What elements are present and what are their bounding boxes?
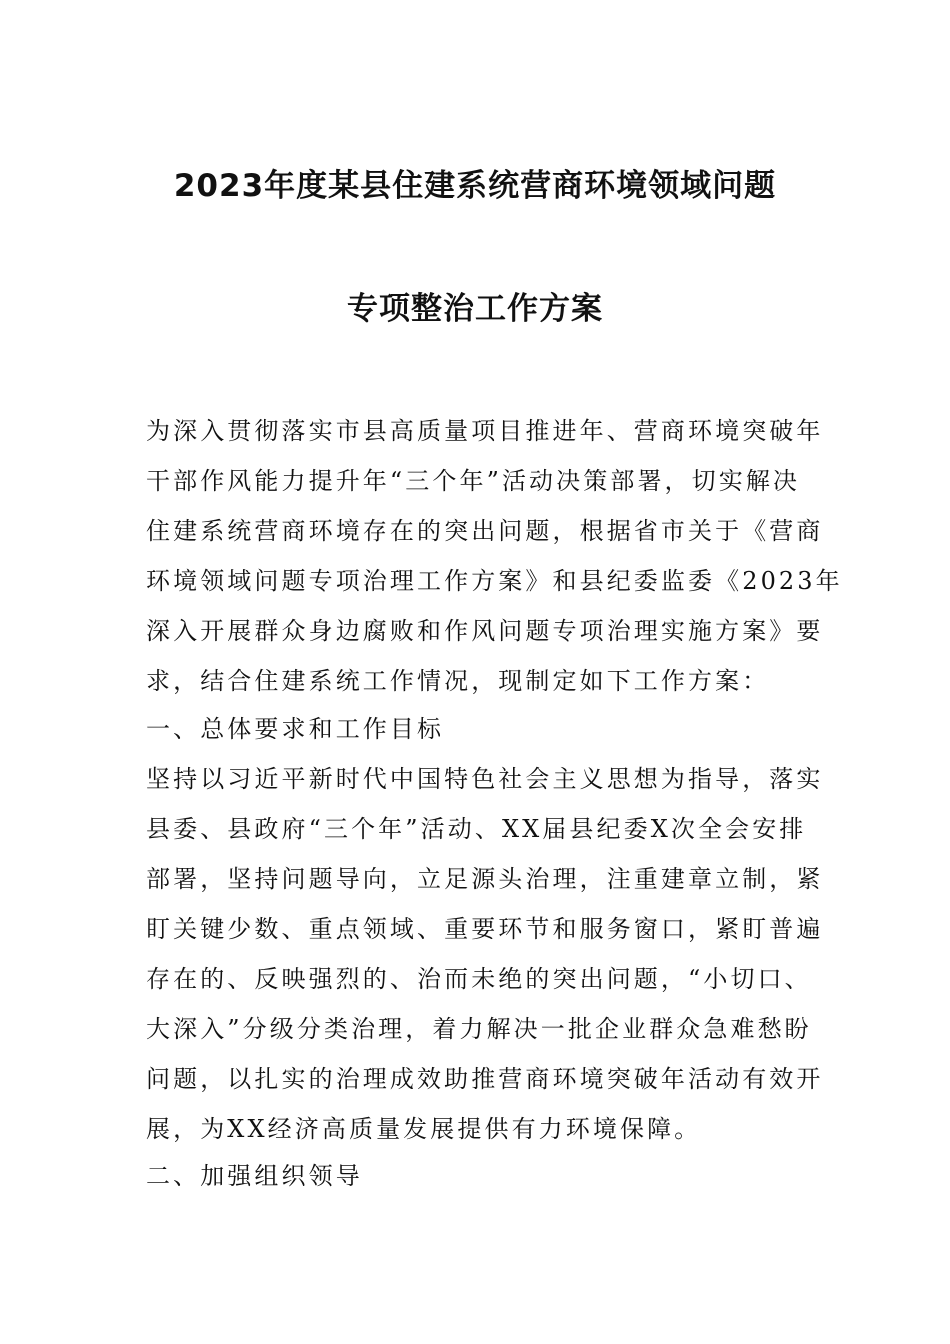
intro-line: 干部作风能力提升年“三个年”活动决策部署，切实解决 xyxy=(146,467,801,495)
section-1-line: 问题，以扎实的治理成效助推营商环境突破年活动有效开 xyxy=(146,1065,824,1093)
section-1-line: 坚持以习近平新时代中国特色社会主义思想为指导，落实 xyxy=(146,765,824,793)
intro-line: 深入开展群众身边腐败和作风问题专项治理实施方案》要 xyxy=(146,617,824,645)
intro-line: 环境领域问题专项治理工作方案》和县纪委监委《2023年 xyxy=(146,567,843,595)
section-heading-2: 二、加强组织领导 xyxy=(146,1162,363,1190)
intro-line: 住建系统营商环境存在的突出问题，根据省市关于《营商 xyxy=(146,517,824,545)
section-1-line: 部署，坚持问题导向，立足源头治理，注重建章立制，紧 xyxy=(146,865,824,893)
document-title-line-2: 专项整治工作方案 xyxy=(347,291,603,327)
section-1-line: 县委、县政府“三个年”活动、XX届县纪委X次全会安排 xyxy=(146,815,807,843)
intro-paragraph xyxy=(146,406,843,706)
section-1-line: 展，为XX经济高质量发展提供有力环境保障。 xyxy=(146,1115,702,1143)
intro-line: 为深入贯彻落实市县高质量项目推进年、营商环境突破年 xyxy=(146,417,824,445)
section-heading-1: 一、总体要求和工作目标 xyxy=(146,715,445,743)
section-1-paragraph xyxy=(146,754,824,1154)
section-1-line: 大深入”分级分类治理，着力解决一批企业群众急难愁盼 xyxy=(146,1015,812,1043)
section-1-line: 盯关键少数、重点领域、重要环节和服务窗口，紧盯普遍 xyxy=(146,915,824,943)
document-title-line-1: 2023年度某县住建系统营商环境领域问题 xyxy=(173,168,777,204)
section-1-line: 存在的、反映强烈的、治而未绝的突出问题，“小切口、 xyxy=(146,965,812,993)
intro-line: 求，结合住建系统工作情况，现制定如下工作方案： xyxy=(146,667,770,695)
